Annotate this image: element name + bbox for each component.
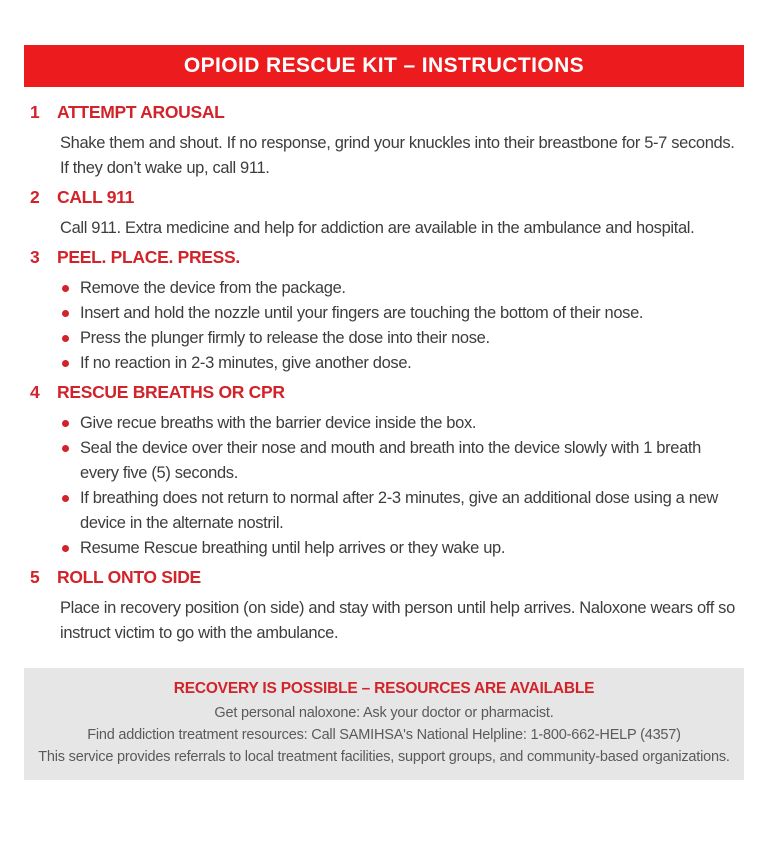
section-heading <box>24 102 744 123</box>
instruction-section <box>24 102 744 181</box>
footer-line: Get personal naloxone: Ask your doctor or pharmacist. <box>214 705 554 721</box>
instruction-section <box>24 567 744 646</box>
section-paragraph: Shake them and shout. If no response, grind your knuckles into their breastbone for 5-7 seconds. If they don’t wake up, call 911. <box>60 134 735 177</box>
section-number: 4 <box>30 382 40 402</box>
section-title: RESCUE BREATHS OR CPR <box>57 382 285 402</box>
section-title: ROLL ONTO SIDE <box>57 567 201 587</box>
instruction-section <box>24 247 744 376</box>
section-number: 5 <box>30 567 40 587</box>
section-heading <box>24 247 744 268</box>
bullet-item: Seal the device over their nose and mouth and breath into the device slowly with 1 breath every five (5) seconds. <box>24 436 744 486</box>
section-paragraph: Place in recovery position (on side) and stay with person until help arrives. Naloxone wears off so instruct victim to go with the ambulance. <box>60 599 735 642</box>
bullet-item: Remove the device from the package. <box>24 276 744 301</box>
footer-line: Find addiction treatment resources: Call SAMIHSA's National Helpline: 1-800-662-HELP (4357) <box>87 727 681 743</box>
bullet-item: Resume Rescue breathing until help arrives or they wake up. <box>24 536 744 561</box>
section-title: ATTEMPT AROUSAL <box>57 102 225 122</box>
section-title: CALL 911 <box>57 187 135 207</box>
section-number: 1 <box>30 102 40 122</box>
bullet-item: Press the plunger firmly to release the dose into their nose. <box>24 326 744 351</box>
section-heading <box>24 187 744 208</box>
instructions-list <box>24 102 744 646</box>
resources-footer <box>24 668 744 780</box>
section-number: 2 <box>30 187 40 207</box>
bullet-item: Insert and hold the nozzle until your fingers are touching the bottom of their nose. <box>24 301 744 326</box>
bullet-item: If no reaction in 2-3 minutes, give another dose. <box>24 351 744 376</box>
page-title: OPIOID RESCUE KIT – INSTRUCTIONS <box>183 54 585 77</box>
section-heading <box>24 382 744 403</box>
bullet-item: If breathing does not return to normal after 2-3 minutes, give an additional dose using a new device in the alternate nostril. <box>24 486 744 536</box>
instruction-section <box>24 187 744 241</box>
footer-title: RECOVERY IS POSSIBLE – RESOURCES ARE AVAILABLE <box>173 680 595 697</box>
section-paragraph: Call 911. Extra medicine and help for addiction are available in the ambulance and hospital. <box>60 219 695 237</box>
bullet-list <box>24 411 744 561</box>
instruction-sheet <box>0 45 768 861</box>
section-title: PEEL. PLACE. PRESS. <box>57 247 240 267</box>
title-banner <box>24 45 744 87</box>
bullet-list <box>24 276 744 376</box>
instruction-section <box>24 382 744 561</box>
bullet-item: Give recue breaths with the barrier device inside the box. <box>24 411 744 436</box>
section-number: 3 <box>30 247 40 267</box>
footer-line: This service provides referrals to local treatment facilities, support groups, and community-based organizations. <box>38 749 730 765</box>
section-heading <box>24 567 744 588</box>
footer-lines <box>34 702 734 768</box>
